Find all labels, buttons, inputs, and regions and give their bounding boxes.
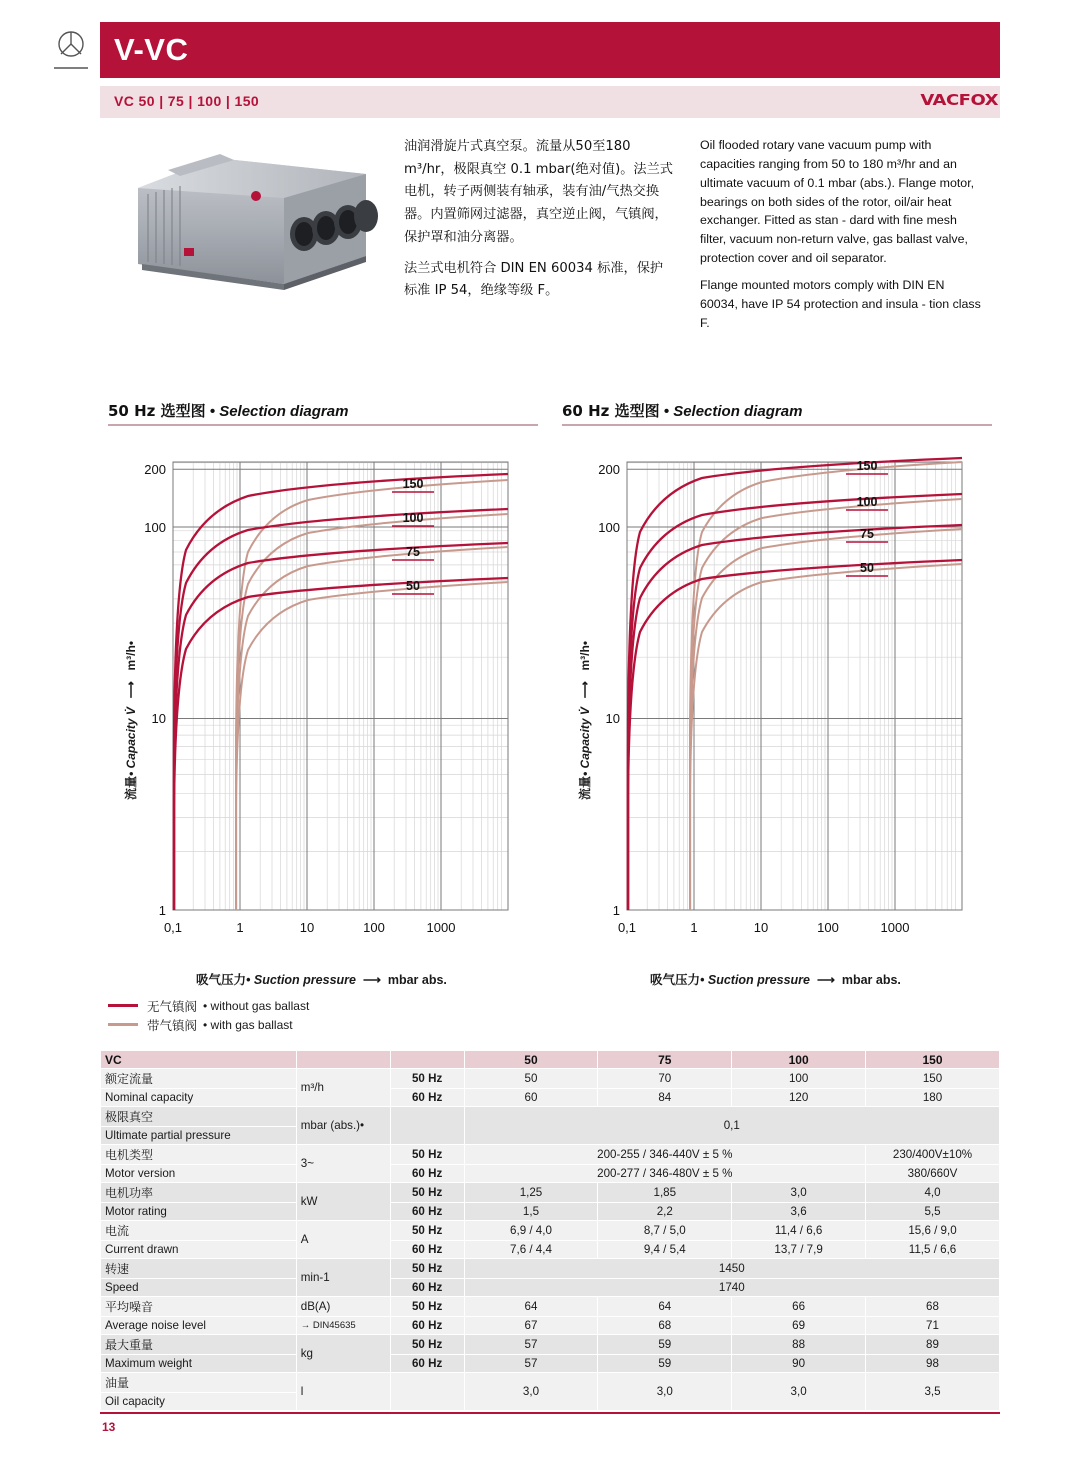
chart-right-x-axis-unit: mbar abs.: [841, 973, 901, 987]
row-ultimate-pressure-value: 0,1: [464, 1107, 999, 1145]
specifications-table: [100, 1050, 1000, 1411]
chart-left-x-axis-unit: mbar abs.: [387, 973, 447, 987]
row-noise-60hz-50: 67: [464, 1317, 598, 1335]
row-weight-50hz-150: 89: [866, 1335, 1000, 1355]
chart-left-x-axis-en: • Suction pressure: [246, 973, 356, 987]
chart-right-x-axis-label: 吸气压力• Suction pressure ⟶ mbar abs.: [650, 972, 901, 987]
row-weight-50hz-50: 57: [464, 1335, 598, 1355]
row-current-drawn-50hz-100: 11,4 / 6,6: [732, 1221, 866, 1241]
row-nominal-capacity-50hz-150: 150: [866, 1069, 1000, 1089]
row-noise-freq-60: 60 Hz: [390, 1317, 464, 1335]
table-header-col-50: 50: [464, 1051, 598, 1069]
row-motor-rating-60hz-75: 2,2: [598, 1203, 732, 1221]
row-motor-rating-50hz-50: 1,25: [464, 1183, 598, 1203]
row-noise-50hz-75: 64: [598, 1297, 732, 1317]
chart-left-heading-rule: [108, 424, 538, 426]
chart-left-y-axis-unit: m³/h•: [124, 640, 138, 671]
chart-60hz: [562, 440, 1002, 950]
row-motor-rating-en: Motor rating: [101, 1203, 297, 1221]
row-speed-freq-60: 60 Hz: [390, 1279, 464, 1297]
row-nominal-capacity-60hz-100: 120: [732, 1089, 866, 1107]
row-motor-version-60hz-group: 200-277 / 346-480V ± 5 %: [464, 1165, 865, 1183]
svg-text:1: 1: [612, 903, 620, 918]
table-row: [101, 1259, 1000, 1279]
row-weight-60hz-100: 90: [732, 1355, 866, 1373]
chart-right-x-axis-en: • Suction pressure: [700, 973, 810, 987]
svg-text:200: 200: [144, 462, 166, 477]
table-header-col-100: 100: [732, 1051, 866, 1069]
row-current-drawn-60hz-75: 9,4 / 5,4: [598, 1241, 732, 1259]
row-oil-capacity-150: 3,5: [866, 1373, 1000, 1411]
row-noise-50hz-50: 64: [464, 1297, 598, 1317]
svg-text:150: 150: [856, 459, 878, 473]
svg-text:0,1: 0,1: [163, 920, 183, 935]
chart-right-heading: [562, 400, 802, 421]
row-nominal-capacity-unit: m³/h: [296, 1069, 390, 1107]
chart-left-heading-en: • Selection diagram: [209, 403, 349, 420]
row-noise-unit-standard: → DIN45635: [296, 1317, 390, 1335]
chart-right-y-axis-cn: 流量: [578, 775, 592, 800]
legend-item-without-gas-ballast: [108, 996, 309, 1015]
intro-en-p1: Oil flooded rotary vane vacuum pump with capacities ranging from 50 to 180 m³/hr and an ultimate vacuum of 0.1 mbar (abs.). Flange motor, bearings on both sides of the rotor, oil/air heat exchanger. Fitted as stan - dard with fine mesh filter, vacuum non-return valve, gas ballast valve, protection cover and oil separator.: [700, 138, 975, 266]
row-motor-rating-freq-50: 50 Hz: [390, 1183, 464, 1203]
row-ultimate-pressure-unit: mbar (abs.)•: [296, 1107, 390, 1145]
intro-text-en: [700, 136, 982, 340]
footer-rule: [100, 1412, 1000, 1414]
row-oil-capacity-50: 3,0: [464, 1373, 598, 1411]
svg-text:50: 50: [860, 561, 874, 575]
legend-swatch-without-gas-ballast: [108, 1004, 138, 1007]
row-current-drawn-unit: A: [296, 1221, 390, 1259]
row-oil-capacity-en: Oil capacity: [101, 1393, 297, 1411]
intro-cn-p1: 油润滑旋片式真空泵。流量从50至180 m³/hr，极限真空 0.1 mbar(绝对值)。法兰式电机，转子两侧装有轴承，装有油/气热交换器。内置筛网过滤器，真空逆止阀，气镇阀，保护罩和油分离器。: [404, 139, 673, 245]
table-row: [101, 1297, 1000, 1317]
row-ultimate-pressure-en: Ultimate partial pressure: [101, 1127, 297, 1145]
svg-text:100: 100: [144, 520, 166, 535]
chart-right-heading-cn: 60 Hz 选型图: [562, 402, 660, 420]
legend-label-cn-1: 无气镇阀: [147, 998, 198, 1014]
row-weight-cn: 最大重量: [101, 1335, 297, 1355]
table-header-unit: [296, 1051, 390, 1069]
row-speed-unit: min-1: [296, 1259, 390, 1297]
row-weight-freq-50: 50 Hz: [390, 1335, 464, 1355]
table-row: [101, 1355, 1000, 1373]
legend-label-cn-2: 带气镇阀: [147, 1017, 198, 1033]
row-nominal-capacity-freq-50: 50 Hz: [390, 1069, 464, 1089]
svg-text:100: 100: [363, 920, 385, 935]
table-row: [101, 1373, 1000, 1393]
row-nominal-capacity-en: Nominal capacity: [101, 1089, 297, 1107]
row-oil-capacity-unit: l: [296, 1373, 390, 1411]
svg-text:1: 1: [158, 903, 166, 918]
row-noise-freq-50: 50 Hz: [390, 1297, 464, 1317]
table-header-col-75: 75: [598, 1051, 732, 1069]
row-noise-50hz-100: 66: [732, 1297, 866, 1317]
row-weight-50hz-100: 88: [732, 1335, 866, 1355]
product-photo: [108, 136, 378, 296]
row-weight-freq-60: 60 Hz: [390, 1355, 464, 1373]
svg-text:75: 75: [406, 545, 420, 559]
table-header-label: VC: [101, 1051, 297, 1069]
row-noise-60hz-100: 69: [732, 1317, 866, 1335]
row-weight-60hz-75: 59: [598, 1355, 732, 1373]
legend-item-with-gas-ballast: [108, 1015, 309, 1034]
table-row: [101, 1317, 1000, 1335]
chart-right-heading-rule: [562, 424, 992, 426]
svg-text:0,1: 0,1: [617, 920, 637, 935]
row-nominal-capacity-cn: 额定流量: [101, 1069, 297, 1089]
row-nominal-capacity-60hz-75: 84: [598, 1089, 732, 1107]
row-current-drawn-50hz-75: 8,7 / 5,0: [598, 1221, 732, 1241]
row-speed-50hz-value: 1450: [464, 1259, 999, 1279]
intro-cn-p2: 法兰式电机符合 DIN EN 60034 标准，保护标准 IP 54，绝缘等级 F。: [404, 260, 664, 299]
row-motor-version-60hz-150: 380/660V: [866, 1165, 1000, 1183]
row-oil-capacity-75: 3,0: [598, 1373, 732, 1411]
table-row: [101, 1183, 1000, 1203]
svg-text:10: 10: [605, 711, 620, 726]
row-motor-version-50hz-group: 200-255 / 346-440V ± 5 %: [464, 1145, 865, 1165]
row-speed-60hz-value: 1740: [464, 1279, 999, 1297]
row-motor-rating-60hz-50: 1,5: [464, 1203, 598, 1221]
svg-text:10: 10: [753, 920, 769, 935]
row-oil-capacity-freq: [390, 1373, 464, 1411]
chart-right-x-axis-cn: 吸气压力: [650, 972, 701, 987]
row-motor-rating-cn: 电机功率: [101, 1183, 297, 1203]
chart-right-y-axis-unit: m³/h•: [578, 640, 592, 671]
brand-logo: VACFOX: [920, 91, 998, 110]
table-row: [101, 1279, 1000, 1297]
row-motor-rating-50hz-100: 3,0: [732, 1183, 866, 1203]
page-title: V-VC: [114, 32, 189, 67]
svg-text:100: 100: [817, 920, 839, 935]
svg-text:150: 150: [402, 477, 424, 491]
table-row: [101, 1221, 1000, 1241]
row-current-drawn-en: Current drawn: [101, 1241, 297, 1259]
legend-swatch-with-gas-ballast: [108, 1023, 138, 1026]
row-nominal-capacity-50hz-50: 50: [464, 1069, 598, 1089]
row-noise-60hz-150: 71: [866, 1317, 1000, 1335]
svg-text:200: 200: [598, 462, 620, 477]
chart-left-heading-cn: 50 Hz 选型图: [108, 402, 206, 420]
svg-text:100: 100: [856, 495, 878, 509]
header-band: [100, 22, 1000, 78]
chart-right-heading-en: • Selection diagram: [663, 403, 803, 420]
chart-legend: [108, 996, 309, 1034]
legend-label-en-1: • without gas ballast: [203, 998, 310, 1013]
svg-text:75: 75: [860, 527, 874, 541]
row-motor-version-freq-60: 60 Hz: [390, 1165, 464, 1183]
table-row: [101, 1069, 1000, 1089]
chart-left-y-axis-en: • Capacity V̇: [124, 707, 138, 776]
table-header-row: [101, 1051, 1000, 1069]
table-row: [101, 1203, 1000, 1221]
svg-text:1000: 1000: [880, 920, 910, 935]
model-range-subtitle: VC 50 | 75 | 100 | 150: [114, 93, 260, 109]
row-weight-60hz-150: 98: [866, 1355, 1000, 1373]
row-motor-rating-50hz-150: 4,0: [866, 1183, 1000, 1203]
row-noise-cn: 平均噪音: [101, 1297, 297, 1317]
svg-text:1000: 1000: [426, 920, 456, 935]
chart-left-x-axis-label: 吸气压力• Suction pressure ⟶ mbar abs.: [196, 972, 447, 987]
svg-text:10: 10: [151, 711, 166, 726]
chart-50hz: [108, 440, 548, 950]
row-weight-50hz-75: 59: [598, 1335, 732, 1355]
row-current-drawn-50hz-50: 6,9 / 4,0: [464, 1221, 598, 1241]
row-nominal-capacity-50hz-75: 70: [598, 1069, 732, 1089]
table-row: [101, 1089, 1000, 1107]
row-current-drawn-cn: 电流: [101, 1221, 297, 1241]
row-ultimate-pressure-freq: [390, 1107, 464, 1145]
table-row: [101, 1335, 1000, 1355]
table-row: [101, 1241, 1000, 1259]
row-motor-rating-60hz-100: 3,6: [732, 1203, 866, 1221]
row-oil-capacity-cn: 油量: [101, 1373, 297, 1393]
row-noise-50hz-150: 68: [866, 1297, 1000, 1317]
table-row: [101, 1165, 1000, 1183]
row-noise-en: Average noise level: [101, 1317, 297, 1335]
table-row: [101, 1107, 1000, 1127]
row-current-drawn-freq-50: 50 Hz: [390, 1221, 464, 1241]
chart-right-y-axis-label: 流量• Capacity V̇ ⟶ m³/h•: [578, 640, 592, 800]
chart-left-y-axis-cn: 流量: [124, 775, 138, 800]
row-ultimate-pressure-cn: 极限真空: [101, 1107, 297, 1127]
table-row: [101, 1145, 1000, 1165]
intro-en-p2: Flange mounted motors comply with DIN EN 60034, have IP 54 protection and insula - tion class F.: [700, 277, 981, 330]
row-motor-version-cn: 电机类型: [101, 1145, 297, 1165]
row-speed-freq-50: 50 Hz: [390, 1259, 464, 1279]
row-motor-rating-unit: kW: [296, 1183, 390, 1221]
row-motor-version-50hz-150: 230/400V±10%: [866, 1145, 1000, 1165]
row-motor-rating-freq-60: 60 Hz: [390, 1203, 464, 1221]
row-motor-version-en: Motor version: [101, 1165, 297, 1183]
table-header-col-150: 150: [866, 1051, 1000, 1069]
svg-text:50: 50: [406, 579, 420, 593]
row-current-drawn-60hz-50: 7,6 / 4,4: [464, 1241, 598, 1259]
svg-text:100: 100: [402, 511, 424, 525]
row-current-drawn-freq-60: 60 Hz: [390, 1241, 464, 1259]
row-noise-unit: dB(A): [296, 1297, 390, 1317]
row-current-drawn-60hz-100: 13,7 / 7,9: [732, 1241, 866, 1259]
row-speed-en: Speed: [101, 1279, 297, 1297]
svg-text:1: 1: [236, 920, 244, 935]
row-nominal-capacity-60hz-50: 60: [464, 1089, 598, 1107]
chart-left-heading: [108, 400, 348, 421]
row-nominal-capacity-60hz-150: 180: [866, 1089, 1000, 1107]
chart-right-y-axis-en: • Capacity V̇: [578, 707, 592, 776]
row-oil-capacity-100: 3,0: [732, 1373, 866, 1411]
svg-text:1: 1: [690, 920, 698, 935]
row-motor-version-unit: 3~: [296, 1145, 390, 1183]
row-current-drawn-50hz-150: 15,6 / 9,0: [866, 1221, 1000, 1241]
svg-text:10: 10: [299, 920, 315, 935]
row-motor-version-freq-50: 50 Hz: [390, 1145, 464, 1165]
page-number: 13: [102, 1420, 116, 1434]
row-speed-cn: 转速: [101, 1259, 297, 1279]
intro-text-cn: [404, 136, 674, 311]
row-nominal-capacity-freq-60: 60 Hz: [390, 1089, 464, 1107]
row-current-drawn-60hz-150: 11,5 / 6,6: [866, 1241, 1000, 1259]
chart-left-x-axis-cn: 吸气压力: [196, 972, 247, 987]
row-weight-unit: kg: [296, 1335, 390, 1373]
legend-label-en-2: • with gas ballast: [203, 1017, 293, 1032]
pump-symbol-icon: [48, 28, 94, 74]
row-weight-60hz-50: 57: [464, 1355, 598, 1373]
row-noise-60hz-75: 68: [598, 1317, 732, 1335]
svg-text:100: 100: [598, 520, 620, 535]
row-motor-rating-50hz-75: 1,85: [598, 1183, 732, 1203]
row-weight-en: Maximum weight: [101, 1355, 297, 1373]
row-motor-rating-60hz-150: 5,5: [866, 1203, 1000, 1221]
chart-left-y-axis-label: 流量• Capacity V̇ ⟶ m³/h•: [124, 640, 138, 800]
table-header-freq: [390, 1051, 464, 1069]
row-nominal-capacity-50hz-100: 100: [732, 1069, 866, 1089]
